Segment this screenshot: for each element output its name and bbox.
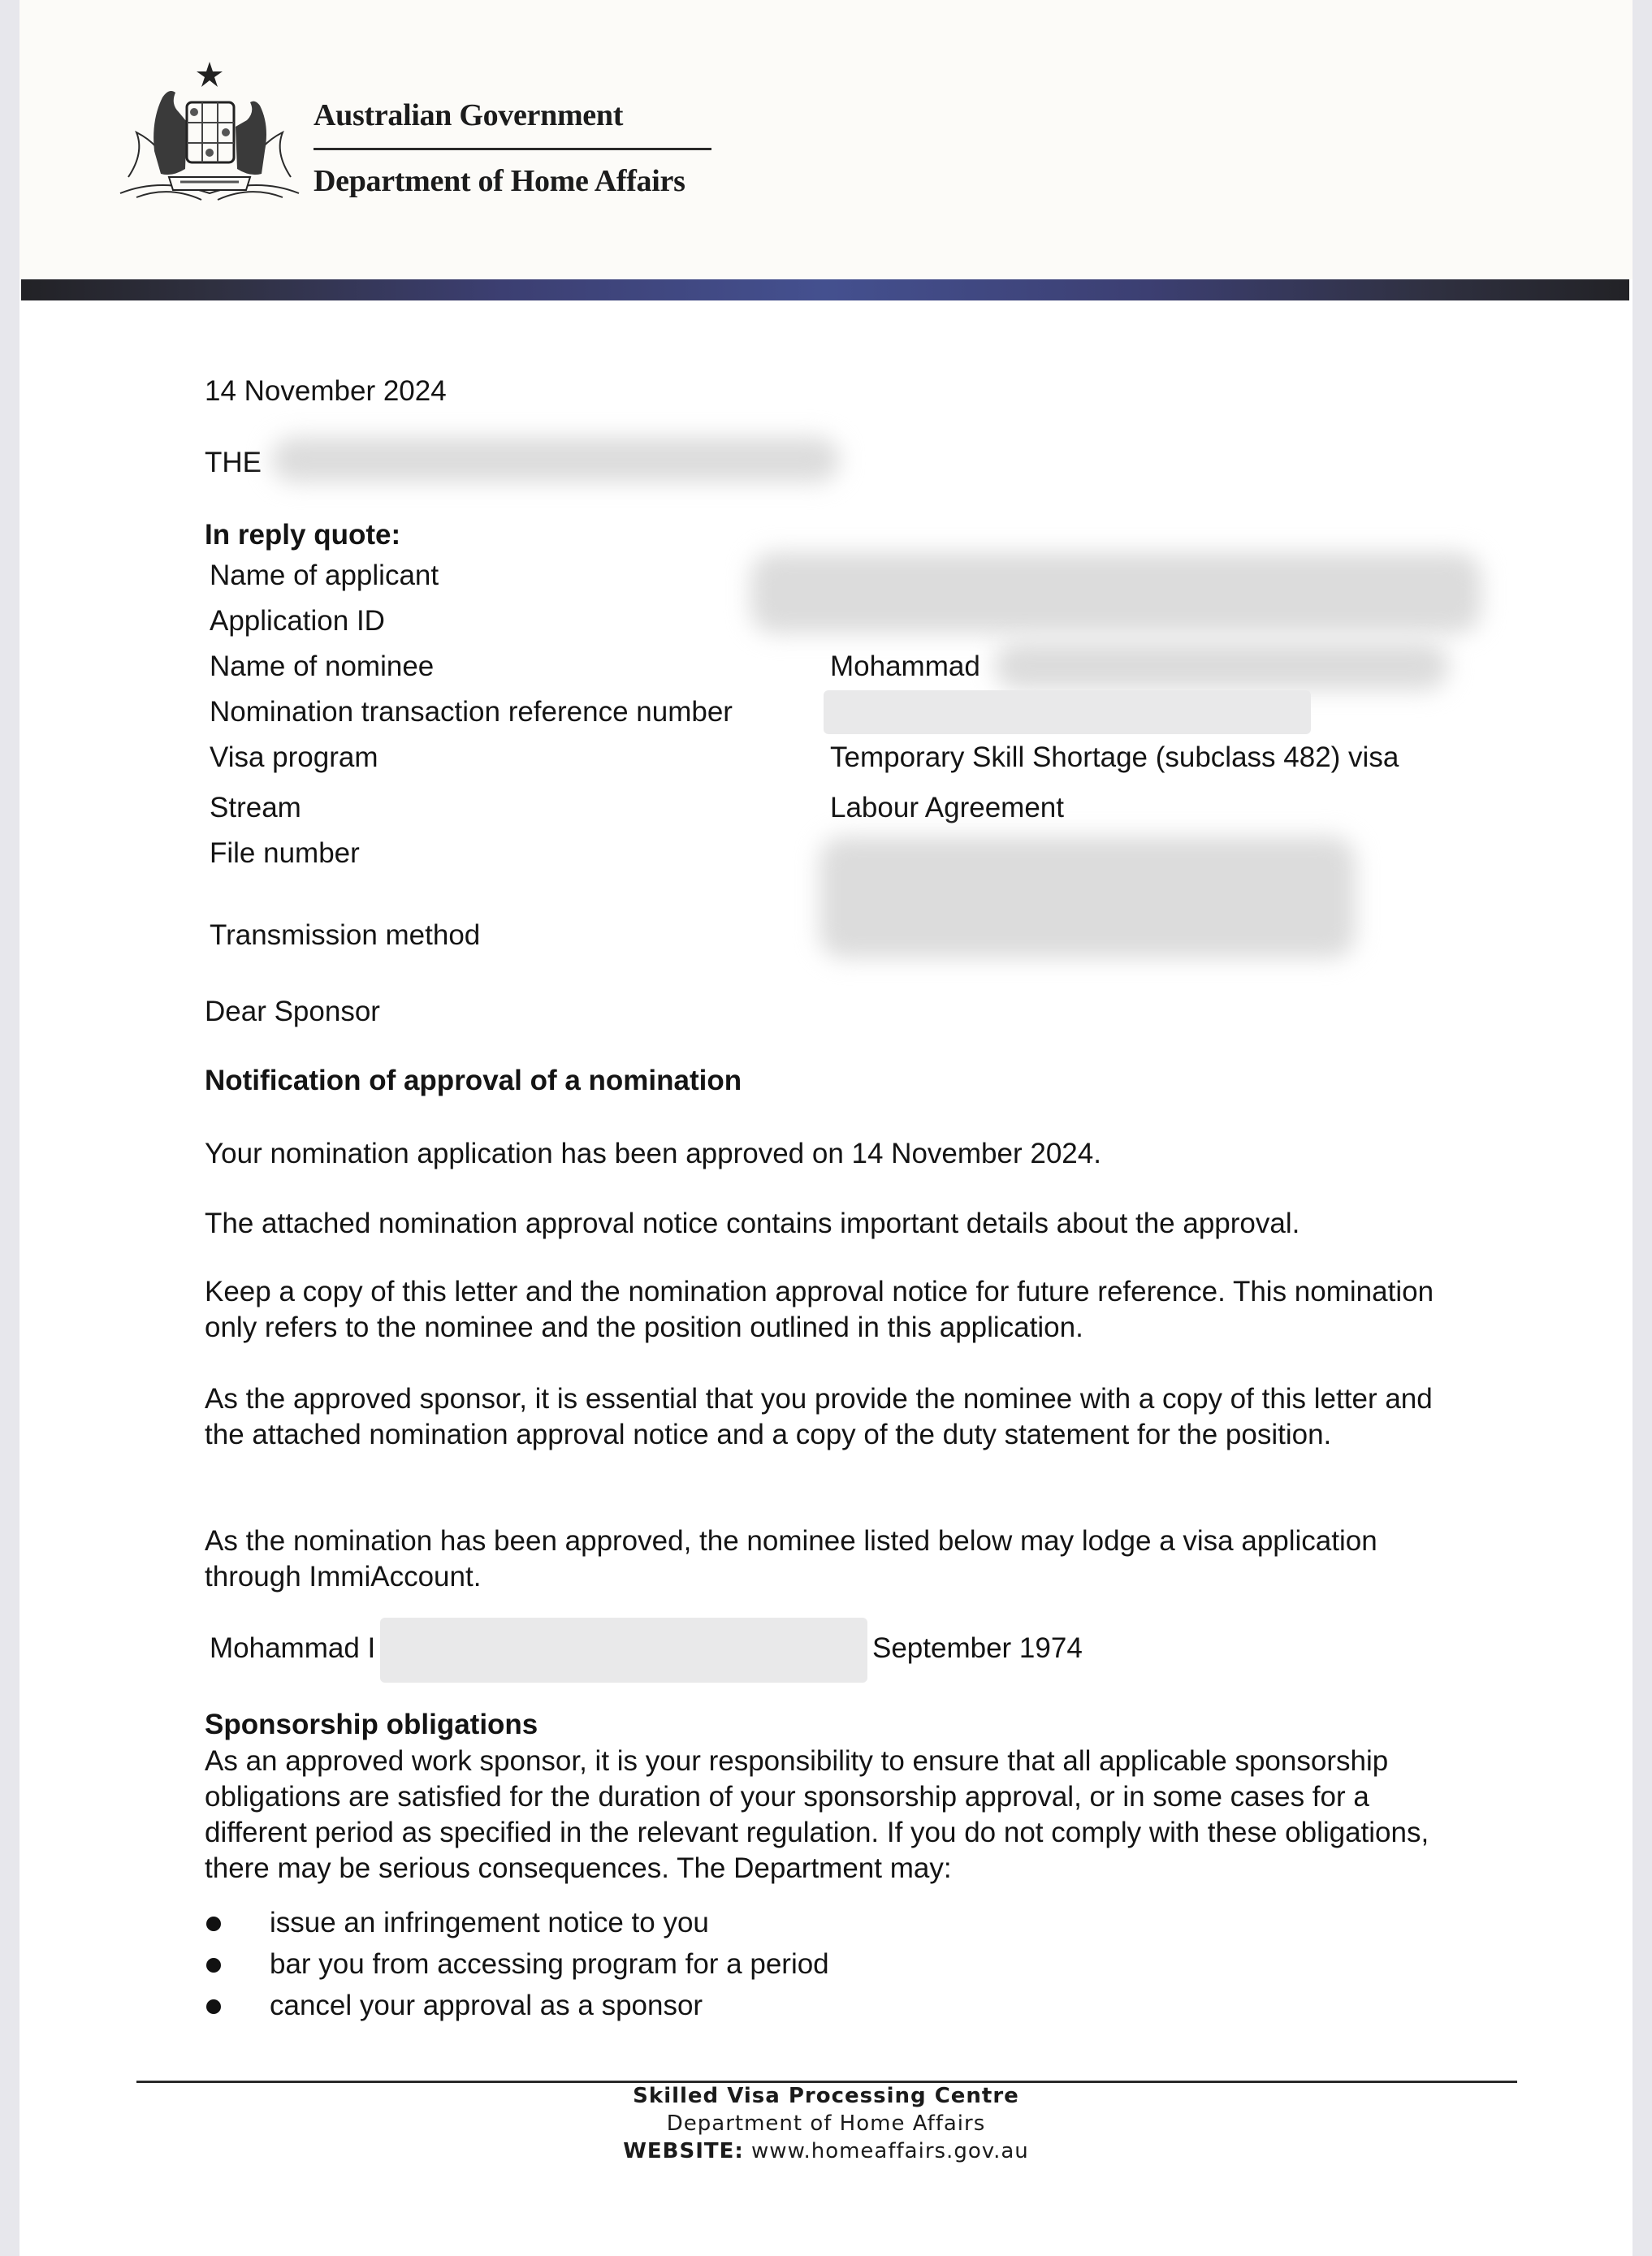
obligation-bullet-bar: bar you from accessing program for a period <box>270 1948 829 1980</box>
department-title: Department of Home Affairs <box>314 164 685 198</box>
redacted-nominee-dob <box>380 1618 867 1683</box>
obligations-heading: Sponsorship obligations <box>205 1709 538 1740</box>
reply-quote-heading: In reply quote: <box>205 519 401 551</box>
redacted-addressee <box>271 437 840 482</box>
coat-of-arms-icon <box>112 55 307 206</box>
redacted-applicant-details <box>750 552 1481 633</box>
field-value-stream: Labour Agreement <box>830 792 1064 823</box>
paragraph-lodge-visa: As the nomination has been approved, the nominee listed below may lodge a visa application through ImmiAccount. <box>205 1525 1377 1593</box>
paragraph-sponsor-duty: As the approved sponsor, it is essential that you provide the nominee with a copy of this letter and the attached nomination approval notice and a copy of the duty statement for the position. <box>205 1383 1433 1450</box>
footer-website-label: WEBSITE: <box>623 2139 744 2163</box>
paragraph-attached-notice: The attached nomination approval notice contains important details about the approval. <box>205 1208 1300 1239</box>
field-label-visa-program: Visa program <box>210 741 378 773</box>
bullet-icon <box>206 1999 221 2014</box>
field-label-file-number: File number <box>210 837 360 869</box>
field-label-nominee: Name of nominee <box>210 650 435 682</box>
agency-name <box>314 99 711 197</box>
salutation: Dear Sponsor <box>205 996 380 1027</box>
footer-centre: Skilled Visa Processing Centre <box>633 2084 1019 2108</box>
letter-date: 14 November 2024 <box>205 375 447 407</box>
paragraph-approval-date: Your nomination application has been approved on 14 November 2024. <box>205 1138 1101 1169</box>
nominee-name: Mohammad I <box>210 1632 376 1664</box>
redacted-nominee-surname <box>994 642 1449 690</box>
obligation-bullet-infringement: issue an infringement notice to you <box>270 1907 709 1938</box>
obligations-text: As an approved work sponsor, it is your responsibility to ensure that all applicable sponsorship obligations are satisfied for the duration of your sponsorship approval, or in some cases for a different period as specified in the relevant regulation. If you do not comply with these obligations, there may be serious consequences. The Department may: <box>205 1745 1429 1884</box>
agency-divider <box>314 148 711 150</box>
footer-website-link[interactable]: www.homeaffairs.gov.au <box>751 2139 1029 2163</box>
header-band <box>21 279 1629 300</box>
field-label-applicant: Name of applicant <box>210 560 439 591</box>
letter-subject: Notification of approval of a nomination <box>205 1065 742 1096</box>
field-label-transmission: Transmission method <box>210 919 481 951</box>
obligation-bullet-cancel: cancel your approval as a sponsor <box>270 1990 703 2021</box>
bullet-icon <box>206 1958 221 1973</box>
footer-department: Department of Home Affairs <box>666 2111 986 2136</box>
paragraph-keep-copy: Keep a copy of this letter and the nomination approval notice for future reference. This nomination only refers to the nominee and the position outlined in this application. <box>205 1276 1434 1343</box>
bullet-icon <box>206 1917 221 1931</box>
field-label-transaction-ref: Nomination transaction reference number <box>210 696 733 728</box>
field-label-application-id: Application ID <box>210 605 385 637</box>
redacted-transaction-ref <box>824 690 1311 734</box>
letter-page <box>19 0 1633 2256</box>
addressee-prefix: THE <box>205 447 262 478</box>
field-value-visa-program: Temporary Skill Shortage (subclass 482) visa <box>830 741 1399 773</box>
letterhead <box>19 0 1633 279</box>
field-label-stream: Stream <box>210 792 301 823</box>
nominee-dob-month-year: September 1974 <box>872 1632 1083 1664</box>
footer-website-line <box>19 2137 1633 2165</box>
redacted-file-and-transmission <box>820 836 1356 958</box>
government-title: Australian Government <box>314 98 624 132</box>
field-value-nominee: Mohammad <box>830 650 980 682</box>
